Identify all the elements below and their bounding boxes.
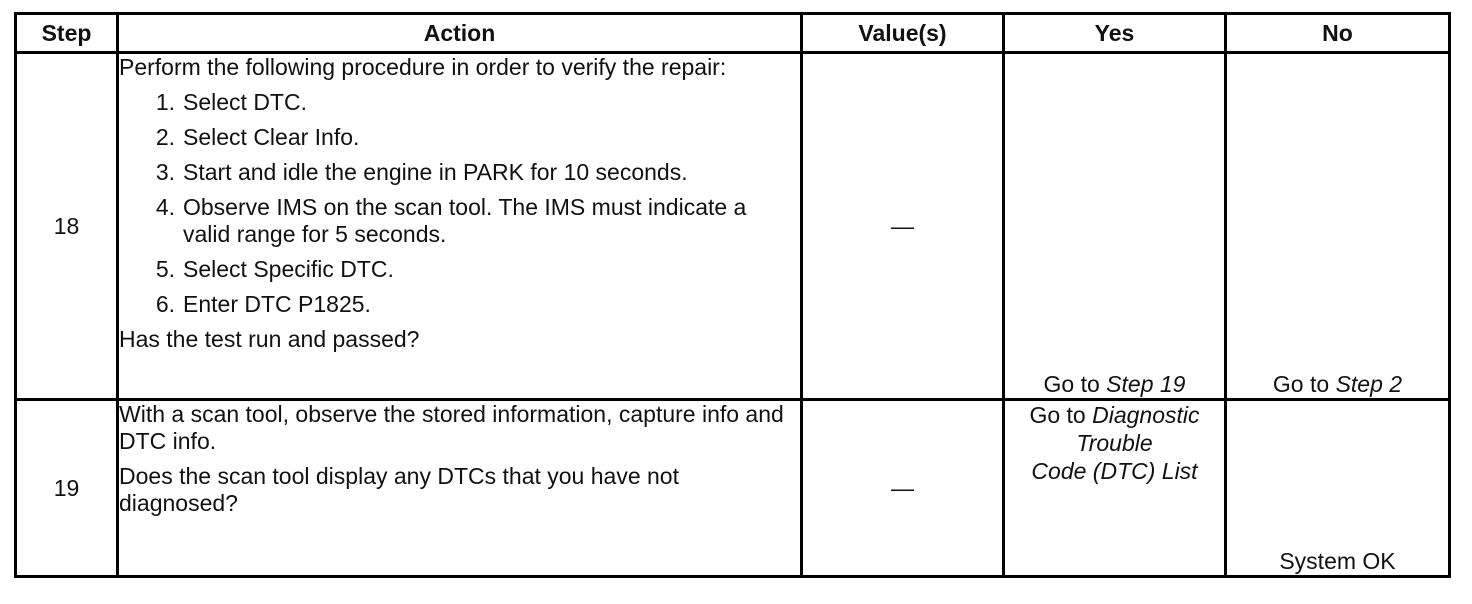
header-no: No [1226, 14, 1450, 53]
header-step: Step [16, 14, 118, 53]
action-text: With a scan tool, observe the stored information, capture info and DTC info. [119, 401, 784, 455]
action-cell [118, 53, 802, 400]
list-item: 5. Select Specific DTC. [155, 256, 394, 282]
no-prefix: Go to [1272, 371, 1336, 398]
action-intro: Perform the following procedure in order to verify the repair: [119, 54, 727, 80]
table-row-step-19 [16, 400, 1450, 577]
action-question: Has the test run and passed? [119, 326, 420, 352]
yes-prefix: Go to [1029, 402, 1093, 429]
list-item: 4. Observe IMS on the scan tool. The IMS must indicate a valid range for 5 seconds. [155, 194, 747, 247]
table-row-step-18 [16, 53, 1450, 400]
yes-cell [1004, 400, 1226, 577]
no-cell: System OK [1226, 400, 1450, 577]
list-item: 6. Enter DTC P1825. [155, 291, 371, 317]
action-cell [118, 400, 802, 577]
dtc-list-link[interactable]: Diagnostic [1092, 402, 1200, 429]
header-action: Action [118, 14, 802, 53]
header-yes: Yes [1004, 14, 1226, 53]
yes-step-link[interactable]: Step 19 [1106, 371, 1186, 398]
no-step-link[interactable]: Step 2 [1335, 371, 1403, 398]
yes-cell [1004, 53, 1226, 400]
step-number: 18 [16, 53, 118, 400]
list-item: 1. Select DTC. [155, 89, 307, 115]
no-cell [1226, 53, 1450, 400]
header-values: Value(s) [802, 14, 1004, 53]
value-cell: — [802, 53, 1004, 400]
list-item: 3. Start and idle the engine in PARK for 10 seconds. [155, 159, 688, 185]
list-item: 2. Select Clear Info. [155, 124, 360, 150]
dtc-list-link-line2[interactable]: Trouble [1076, 430, 1153, 457]
procedure-list [119, 89, 800, 318]
action-question: Does the scan tool display any DTCs that you have not diagnosed? [119, 463, 679, 517]
value-cell: — [802, 400, 1004, 577]
header-row [16, 14, 1450, 53]
yes-prefix: Go to [1043, 371, 1107, 398]
dtc-list-link-line3[interactable]: Code (DTC) List [1031, 458, 1198, 485]
diagnostic-table [14, 12, 1451, 578]
step-number: 19 [16, 400, 118, 577]
